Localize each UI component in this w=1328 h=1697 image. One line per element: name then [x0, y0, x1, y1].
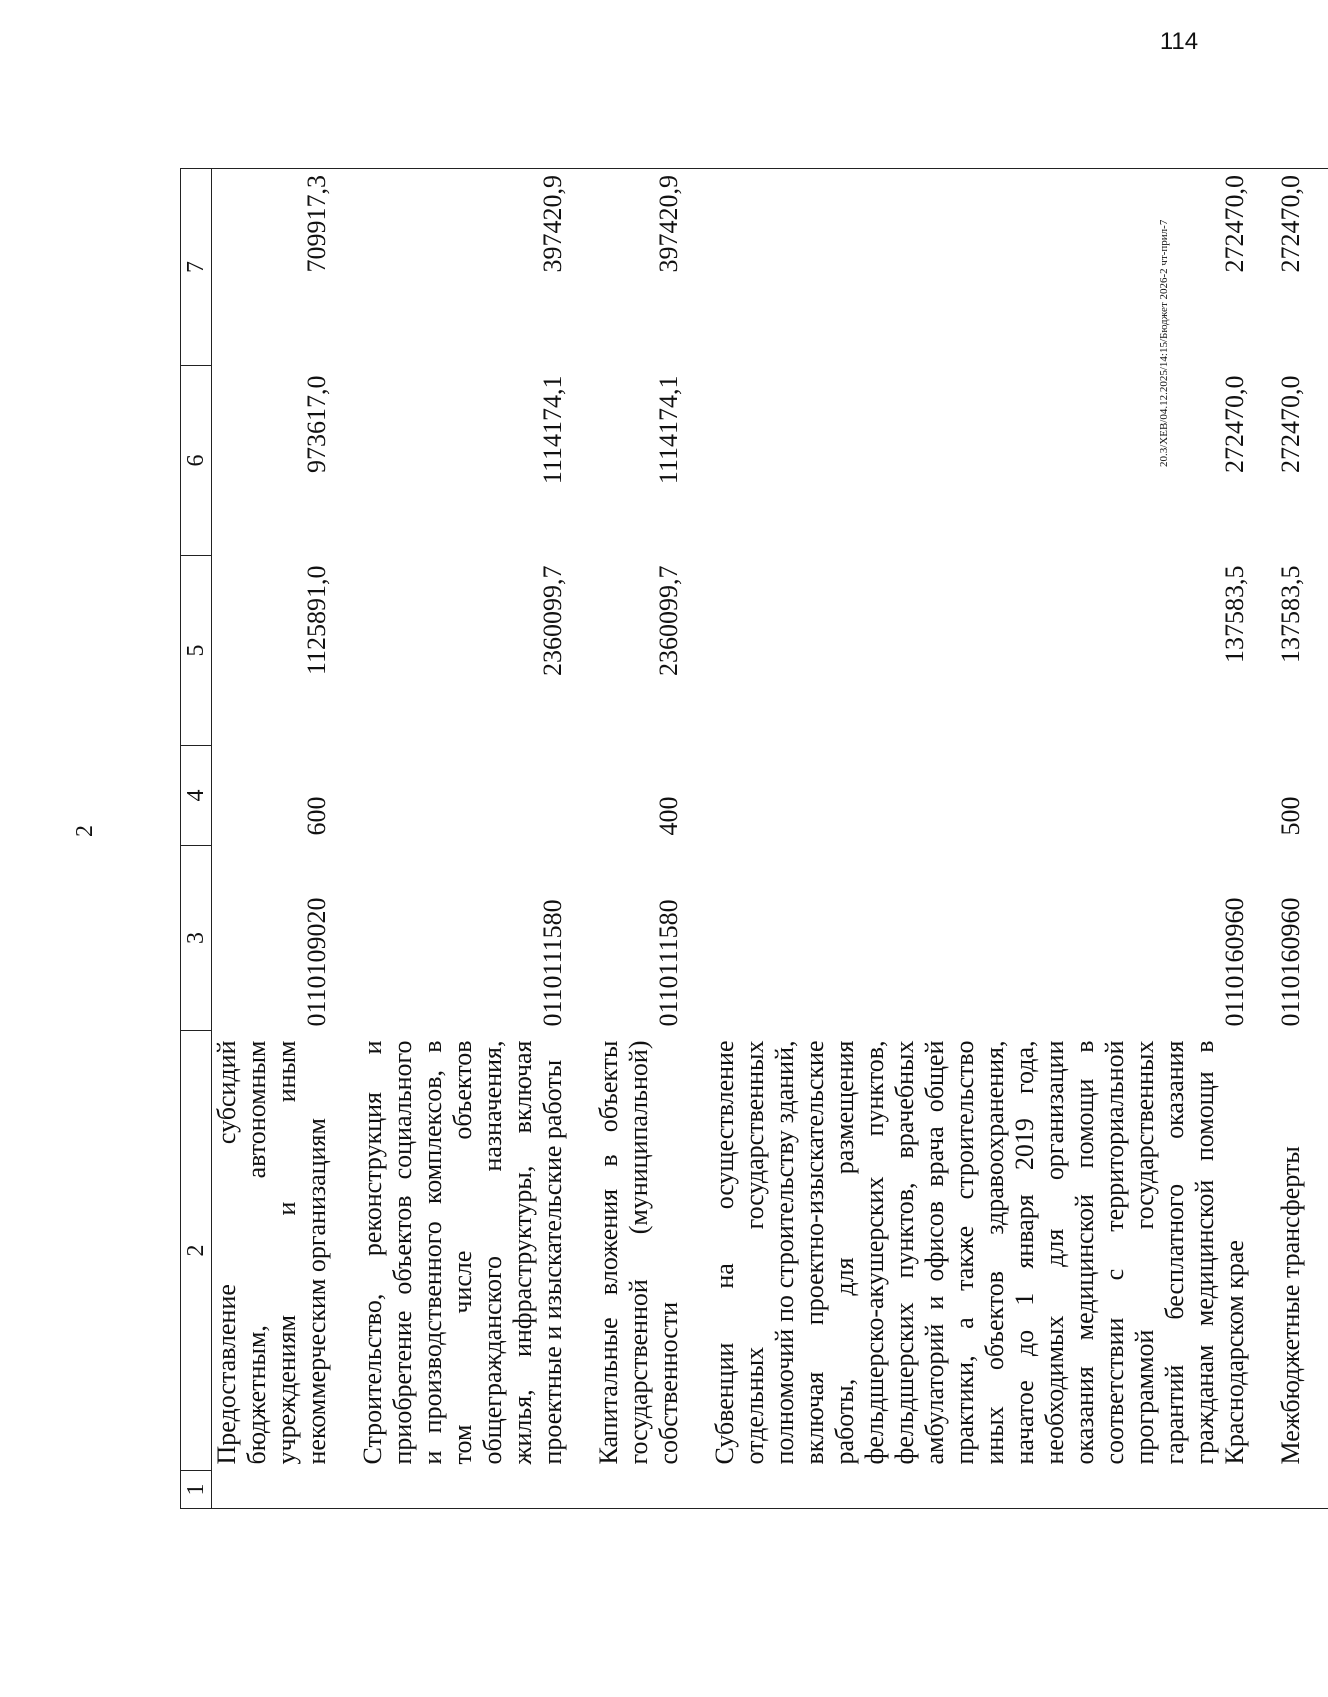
header-col-4: 4 [181, 746, 212, 846]
row-code: 0110111580 [538, 899, 567, 1027]
table-row [212, 169, 355, 1509]
table-row [1272, 169, 1328, 1509]
row-value-5: 2360099,7 [654, 565, 683, 676]
budget-table [180, 168, 1328, 1509]
row-number [354, 1471, 590, 1509]
row-code: 0110160960 [1276, 897, 1305, 1027]
header-col-2: 2 [181, 1031, 212, 1471]
row-name: Строительство, реконструкция и приобретение объектов социального и производственного комплексов, в том числе объектов общегражданского назначения, жилья, инфраструктуры, включая проектные и изыскательские работы [358, 1040, 567, 1465]
row-value-5: 2360099,7 [538, 565, 567, 676]
header-col-6: 6 [181, 366, 212, 556]
row-number [706, 1471, 1272, 1509]
table-row [590, 169, 706, 1509]
sheet-number: 114 [1159, 27, 1199, 55]
row-value-6: 272470,0 [1220, 375, 1249, 473]
footer-note: 20.3/XEB/04.12.2025/14:15/Бюджет 2026-2 чт-прил-7 [1158, 219, 1170, 467]
row-value-7: 709917,3 [212, 169, 355, 366]
row-value-7: 397420,9 [590, 169, 706, 366]
header-col-1: 1 [181, 1471, 212, 1509]
row-name: Предоставление субсидий бюджетным, автономным учреждениям и иным некоммерческим организациям [212, 1040, 331, 1465]
row-code: 0110160960 [1220, 897, 1249, 1027]
row-code: 0110109020 [302, 897, 331, 1027]
row-type: 500 [1276, 796, 1305, 836]
header-col-3: 3 [181, 846, 212, 1031]
row-value-7: 272470,0 [1272, 169, 1328, 366]
row-value-6: 973617,0 [302, 375, 331, 473]
row-type: 400 [654, 796, 683, 836]
row-value-7: 272470,0 [706, 169, 1272, 366]
row-name: Капитальные вложения в объекты государственной (муниципальной) собственности [594, 1040, 683, 1465]
row-number [212, 1471, 355, 1509]
row-code: 0110111580 [654, 899, 683, 1027]
row-value-5: 137583,5 [1220, 565, 1249, 663]
table-row [706, 169, 1272, 1509]
row-value-7: 397420,9 [354, 169, 590, 366]
row-value-5: 137583,5 [1276, 565, 1305, 663]
row-type: 600 [302, 796, 331, 836]
row-number [1272, 1471, 1328, 1509]
row-type [354, 746, 590, 846]
row-value-6: 1114174,1 [538, 375, 567, 485]
header-col-7: 7 [181, 169, 212, 366]
row-name: Субвенции на осуществление отдельных государственных полномочий по строительству зданий, включая проектно-изыскательские работы, для размещения фельдшерско-акушерских пунктов, фельдшерских пунктов, врачебных амбулаторий и офисов врача общей практики, а также строительство иных объектов здравоохранения, начатое до 1 января 2019 года, необходимых для организации оказания медицинской помощи в соответствии с территориальной программой государственных гарантий бесплатного оказания гражданам медицинской помощи в Краснодарском крае [710, 1040, 1249, 1465]
header-col-5: 5 [181, 556, 212, 746]
row-value-6: 272470,0 [1276, 375, 1305, 473]
row-name: Межбюджетные трансферты [1276, 1146, 1305, 1465]
row-number [590, 1471, 706, 1509]
page-number: 2 [72, 825, 98, 837]
row-value-5: 1125891,0 [302, 565, 331, 676]
row-type [706, 746, 1272, 846]
table-row [354, 169, 590, 1509]
table-header-row [181, 169, 212, 1509]
row-value-6: 1114174,1 [654, 375, 683, 485]
